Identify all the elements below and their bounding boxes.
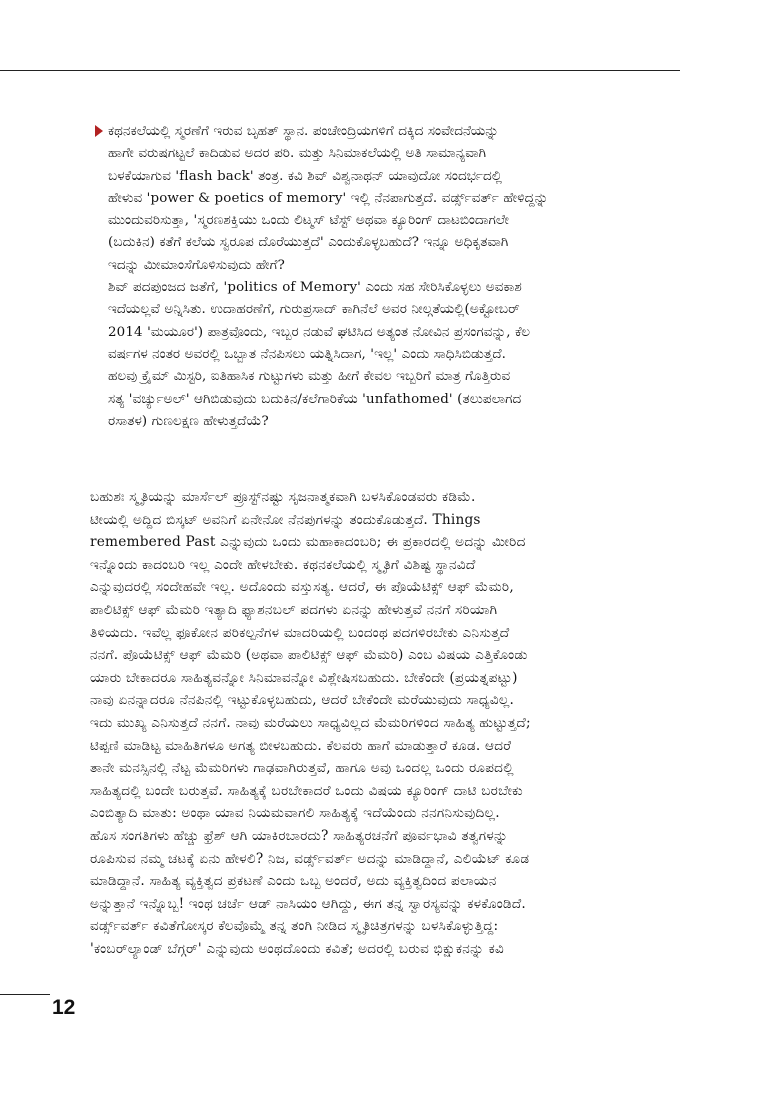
body-line: ನಾವು ಏನನ್ನಾದರೂ ನೆನಪಿನಲ್ಲಿ ಇಟ್ಟುಕೊಳ್ಳಬಹುದು, ಆದರೆ ಬೇಕೆಂದೇ ಮರೆಯುವುದು ಸಾಧ್ಯವಿಲ್ಲ. <box>90 692 515 709</box>
bullet-line: ಕಥನಕಲೆಯಲ್ಲಿ ಸ್ಮರಣೆಗೆ ಇರುವ ಬೃಹತ್ ಸ್ಥಾನ. ಪಂಚೇಂದ್ರಿಯಗಳಿಗೆ ದಕ್ಕಿದ ಸಂವೇದನೆಯನ್ನು <box>108 124 499 139</box>
body-line: ಬಹುಶಃ ಸ್ಮೃತಿಯನ್ನು ಮಾರ್ಸೆಲ್ ಪ್ರೂಸ್ಟ್‌ನಷ್ಟು ಸೃಜನಾತ್ಮಕವಾಗಿ ಬಳಸಿಕೊಂಡವರು ಕಡಿಮೆ. <box>90 489 476 505</box>
bullet-line: ಬಳಕೆಯಾಗುವ 'flash back' ತಂತ್ರ. ಕವಿ ಶಿವ್ ವಿಶ್ವನಾಥನ್ ಯಾವುದೋ ಸಂದರ್ಭದಲ್ಲಿ <box>108 168 503 184</box>
body-line: ಇನ್ನೊಂದು ಕಾದಂಬರಿ ಇಲ್ಲ ಎಂದೇ ಹೇಳಬೇಕು. ಕಥನಕಲೆಯಲ್ಲಿ ಸ್ಮೃತಿಗೆ ವಿಶಿಷ್ಟ ಸ್ಥಾನವಿದೆ <box>90 556 476 573</box>
body-line: ರೂಪಿಸುವ ನಮ್ಮ ಚಟಕ್ಕೆ ಏನು ಹೇಳಲಿ? ನಿಜ, ವರ್ಡ್ಸ್‌ವರ್ತ್ ಅದನ್ನು ಮಾಡಿದ್ದಾನೆ, ಎಲಿಯೆಟ್ ಕೂಡ <box>90 850 530 867</box>
body-line: ಟೀಯಲ್ಲಿ ಅದ್ದಿದ ಬಿಸ್ಕಟ್ ಅವನಿಗೆ ಏನೇನೋ ನೆನಪುಗಳನ್ನು ತಂದುಕೊಡುತ್ತದೆ. Things <box>90 511 481 528</box>
bullet-line: ಇದನ್ನು ಮೀಮಾಂಸೆಗೊಳಿಸುವುದು ಹೇಗೆ? <box>108 257 285 273</box>
bullet-line: ಇದೆಯಲ್ಲವೆ ಅನ್ನಿಸಿತು. ಉದಾಹರಣೆಗೆ, ಗುರುಪ್ರಸಾದ್ ಕಾಗಿನೆಲೆ ಅವರ ನೀಲ್ಗತೆಯಲ್ಲಿ(ಅಕ್ಟೋಬರ್ <box>108 302 520 318</box>
bullet-line: ಹಾಗೇ ವರುಷಗಟ್ಟಲೆ ಕಾದಿಡುವ ಅದರ ಪರಿ. ಮತ್ತು ಸಿನಿಮಾಕಲೆಯಲ್ಲಿ ಅತಿ ಸಾಮಾನ್ಯವಾಗಿ <box>108 146 487 162</box>
body-line: ನನಗೆ. ಪೊಯೆಟಿಕ್ಸ್ ಆಫ್ ಮೆಮರಿ (ಅಥವಾ ಪಾಲಿಟಿಕ್ಸ್ ಆಫ್ ಮೆಮರಿ) ಎಂಬ ವಿಷಯ ಎತ್ತಿಕೊಂಡು <box>90 647 528 664</box>
body-line: 'ಕಂಬರ್‌ಲ್ಯಾಂಡ್ ಬೆಗ್ಗರ್' ಎನ್ನುವುದು ಅಂಥದೊಂದು ಕವಿತೆ; ಅದರಲ್ಲಿ ಬರುವ ಭಿಕ್ಷುಕನನ್ನು ಕವಿ <box>90 940 505 957</box>
bullet-line: (ಬದುಕಿನ) ಕತೆಗೆ ಕಲೆಯ ಸ್ವರೂಪ ದೊರೆಯುತ್ತದೆ' ಎಂದುಕೊಳ್ಳಬಹುದೆ? ಇನ್ನೂ ಅಧಿಕೃತವಾಗಿ <box>108 235 509 251</box>
body-line: ಯಾರು ಬೇಕಾದರೂ ಸಾಹಿತ್ಯವನ್ನೋ ಸಿನಿಮಾವನ್ನೋ ವಿಶ್ಲೇಷಿಸಬಹುದು. ಬೇಕೆಂದೇ (ಪ್ರಯತ್ನಪಟ್ಟು) <box>90 669 518 686</box>
body-paragraph <box>90 486 680 960</box>
bullet-line: ಹಲವು ಕ್ರೈಮ್ ಮಿಸ್ಟರಿ, ಐತಿಹಾಸಿಕ ಗುಟ್ಟುಗಳು ಮತ್ತು ಹೀಗೆ ಕೇವಲ ಇಬ್ಬರಿಗೆ ಮಾತ್ರ ಗೊತ್ತಿರುವ <box>108 369 511 385</box>
footer-rule <box>0 994 50 995</box>
bullet-line: ಹೇಳುವ 'power & poetics of memory' ಇಲ್ಲಿ ನೆನಪಾಗುತ್ತದೆ. ವರ್ಡ್ಸ್‌ವರ್ತ್ ಹೇಳಿದ್ದನ್ನು <box>108 190 549 206</box>
body-line: ಅನ್ನುತ್ತಾನೆ ಇನ್ನೊಬ್ಬ! ಇಂಥ ಚರ್ಚೆ ಆಡ್ ನಾಸಿಯಂ ಆಗಿದ್ದು, ಈಗ ತನ್ನ ಸ್ವಾರಸ್ಯವನ್ನು ಕಳಕೊಂಡಿದೆ. <box>90 895 526 912</box>
bullet-line: 2014 'ಮಯೂರ') ಪಾತ್ರವೊಂದು, ಇಬ್ಬರ ನಡುವೆ ಘಟಿಸಿದ ಅತ್ಯಂತ ನೋವಿನ ಪ್ರಸಂಗವನ್ನು, ಕೆಲ <box>108 324 531 340</box>
body-line: ಹೊಸ ಸಂಗತಿಗಳು ಹೆಚ್ಚು ಫ್ರೆಶ್ ಆಗಿ ಯಾಕಿರಬಾರದು? ಸಾಹಿತ್ಯರಚನೆಗೆ ಪೂರ್ವಭಾವಿ ತತ್ವಗಳನ್ನು <box>90 827 508 844</box>
body-line: remembered Past ಎನ್ನುವುದು ಒಂದು ಮಹಾಕಾದಂಬರಿ; ಈ ಪ್ರಕಾರದಲ್ಲಿ ಅದನ್ನು ಮೀರಿದ <box>90 534 526 551</box>
bullet-paragraph <box>108 121 678 433</box>
triangle-bullet-icon <box>95 125 103 137</box>
body-line: ಮಾಡಿದ್ದಾನೆ. ಸಾಹಿತ್ಯ ವ್ಯಕ್ತಿತ್ವದ ಪ್ರಕಟಣೆ ಎಂದು ಒಬ್ಬ ಅಂದರೆ, ಅದು ವ್ಯಕ್ತಿತ್ವದಿಂದ ಪಲಾಯನ <box>90 873 497 890</box>
body-line: ಟಿಪ್ಪಣಿ ಮಾಡಿಟ್ಟ ಮಾಹಿತಿಗಳೂ ಅಗತ್ಯ ಬೀಳಬಹುದು. ಕೆಲವರು ಹಾಗೆ ಮಾಡುತ್ತಾರೆ ಕೂಡ. ಆದರೆ <box>90 737 512 754</box>
bullet-line: ಮುಂದುವರಿಸುತ್ತಾ, 'ಸ್ಮರಣಶಕ್ತಿಯು ಒಂದು ಲಿಟ್ಮಸ್ ಟೆಸ್ಟ್ ಅಥವಾ ಕ್ಯೂರಿಂಗ್ ದಾಟಬಿಂದಾಗಲೇ <box>108 213 510 229</box>
body-line: ಎಂಬಿತ್ಯಾದಿ ಮಾತು: ಅಂಥಾ ಯಾವ ನಿಯಮವಾಗಲಿ ಸಾಹಿತ್ಯಕ್ಕೆ ಇದೆಯೆಂದು ನನಗನಿಸುವುದಿಲ್ಲ. <box>90 805 500 822</box>
body-line: ಪಾಲಿಟಿಕ್ಸ್ ಆಫ್ ಮೆಮರಿ ಇತ್ಯಾದಿ ಫ್ಯಾಶನಬಲ್ ಪದಗಳು ಏನನ್ನು ಹೇಳುತ್ತವೆ ನನಗೆ ಸರಿಯಾಗಿ <box>90 601 498 618</box>
body-line: ಎನ್ನುವುದರಲ್ಲಿ ಸಂದೇಹವೇ ಇಲ್ಲ. ಅದೊಂದು ವಸ್ತುಸತ್ಯ. ಆದರೆ, ಈ ಪೊಯೆಟಿಕ್ಸ್ ಆಫ್ ಮೆಮರಿ, <box>90 579 514 596</box>
body-line: ಸಾಹಿತ್ಯದಲ್ಲಿ ಬಂದೇ ಬರುತ್ತವೆ. ಸಾಹಿತ್ಯಕ್ಕೆ ಬರಬೇಕಾದರೆ ಒಂದು ವಿಷಯ ಕ್ಯೂರಿಂಗ್ ದಾಟಿ ಬರಬೇಕು <box>90 782 523 799</box>
body-line: ತಾನೇ ಮನಸ್ಸಿನಲ್ಲಿ ನೆಟ್ಟ ಮೆಮರಿಗಳು ಗಾಢವಾಗಿರುತ್ತವೆ, ಹಾಗೂ ಅವು ಒಂದಲ್ಲ ಒಂದು ರೂಪದಲ್ಲಿ <box>90 760 514 777</box>
bullet-line: ಶಿವ್ ಪದಪುಂಜದ ಜತೆಗೆ, 'politics of Memory' ಎಂದು ಸಹ ಸೇರಿಸಿಕೊಳ್ಳಲು ಅವಕಾಶ <box>108 280 522 296</box>
bullet-line: ವರ್ಷಗಳ ನಂತರ ಅವರಲ್ಲಿ ಒಬ್ಬಾತ ನೆನಪಿಸಲು ಯತ್ನಿಸಿದಾಗ, 'ಇಲ್ಲ' ಎಂದು ಸಾಧಿಸಿಬಿಡುತ್ತದೆ. <box>108 346 507 362</box>
bullet-line: ರಸಾತಳ) ಗುಣಲಕ್ಷಣ ಹೇಳುತ್ತದೆಯೆ? <box>108 413 269 429</box>
body-line: ಇದು ಮುಖ್ಯ ಎನಿಸುತ್ತದೆ ನನಗೆ. ನಾವು ಮರೆಯಲು ಸಾಧ್ಯವಿಲ್ಲದ ಮೆಮರಿಗಳಿಂದ ಸಾಹಿತ್ಯ ಹುಟ್ಟುತ್ತದೆ; <box>90 714 531 731</box>
body-line: ತಿಳಿಯದು. ಇವೆಲ್ಲ ಫೂಕೋನ ಪರಿಕಲ್ಪನೆಗಳ ಮಾದರಿಯಲ್ಲಿ ಬಂದಂಥ ಪದಗಳಿರಬೇಕು ಎನಿಸುತ್ತದೆ <box>90 624 510 641</box>
header-rule <box>0 70 680 71</box>
page-number: 12 <box>52 996 76 1019</box>
bullet-line: ಸತ್ಯ 'ವರ್ಚ್ಯುಅಲ್' ಆಗಿಬಿಡುವುದು ಬದುಕಿನ/ಕಲೆಗಾರಿಕೆಯ 'unfathomed' (ತಲುಪಲಾಗದ <box>108 391 522 407</box>
body-line: ವರ್ಡ್ಸ್‌ವರ್ತ್ ಕವಿತೆಗೋಸ್ಕರ ಕೆಲವೊಮ್ಮೆ ತನ್ನ ತಂಗಿ ನೀಡಿದ ಸ್ಮೃತಿಚಿತ್ರಗಳನ್ನು ಬಳಸಿಕೊಳ್ಳುತ್ತಿದ್ದ: <box>90 918 499 935</box>
